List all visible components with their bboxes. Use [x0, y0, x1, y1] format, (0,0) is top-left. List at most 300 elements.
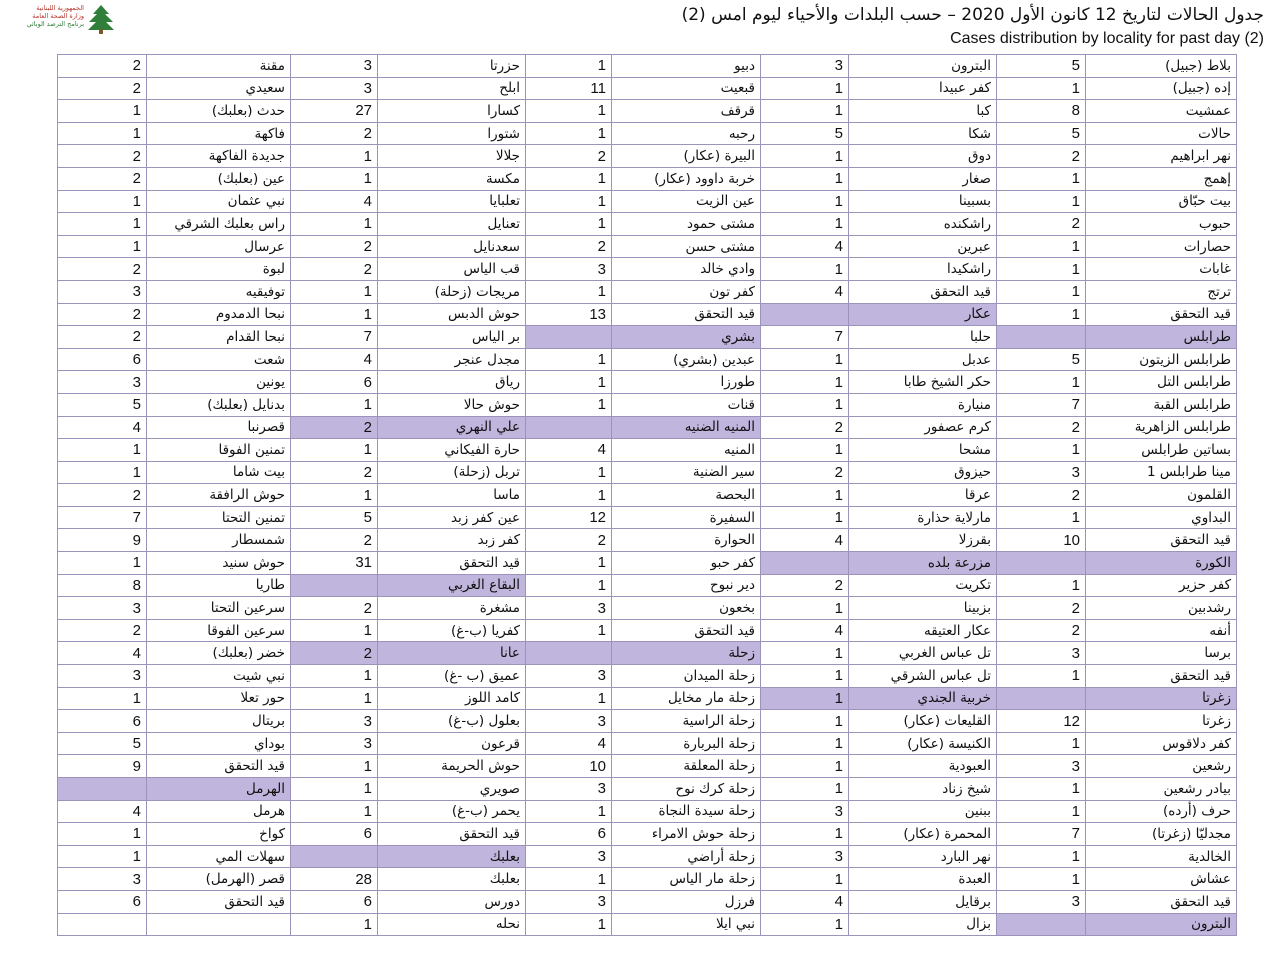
locality-name-cell: نبي ايلا — [612, 913, 761, 936]
locality-name-cell: الكنيسة (عكار) — [849, 732, 997, 755]
cedar-tree-icon — [86, 4, 116, 34]
locality-name-cell: طرابلس القبة — [1086, 393, 1237, 416]
locality-name-cell: ماسا — [378, 484, 526, 507]
case-count-cell: 2 — [526, 145, 612, 168]
locality-name-cell: تل عباس الشرقي — [849, 665, 997, 688]
case-count-cell: 7 — [761, 326, 849, 349]
case-count-cell: 5 — [997, 55, 1086, 78]
locality-name-cell: حوش الرافقة — [147, 484, 291, 507]
case-count-cell — [526, 416, 612, 439]
district-header-cell: طرابلس — [1086, 326, 1237, 349]
case-count-cell: 3 — [997, 755, 1086, 778]
table-row — [58, 235, 1237, 258]
case-count-cell: 2 — [291, 597, 378, 620]
case-count-cell: 1 — [997, 732, 1086, 755]
locality-name-cell: مشحا — [849, 439, 997, 462]
case-count-cell: 1 — [291, 619, 378, 642]
case-count-cell: 1 — [291, 280, 378, 303]
locality-name-cell: قيد التحقق — [1086, 303, 1237, 326]
district-header-cell: الكورة — [1086, 552, 1237, 575]
table-row — [58, 506, 1237, 529]
case-count-cell: 1 — [997, 258, 1086, 281]
case-count-cell: 1 — [526, 461, 612, 484]
district-header-cell: بعلبك — [378, 845, 526, 868]
locality-name-cell: سهلات المي — [147, 845, 291, 868]
case-count-cell: 1 — [526, 574, 612, 597]
table-row — [58, 642, 1237, 665]
case-count-cell: 5 — [761, 122, 849, 145]
locality-name-cell: عشاش — [1086, 868, 1237, 891]
locality-name-cell: تربل (زحلة) — [378, 461, 526, 484]
case-count-cell: 4 — [761, 619, 849, 642]
locality-name-cell: قيد التحقق — [1086, 890, 1237, 913]
case-count-cell: 2 — [997, 213, 1086, 236]
case-count-cell: 2 — [58, 145, 147, 168]
case-count-cell: 1 — [761, 439, 849, 462]
locality-name-cell: تمنين التحتا — [147, 506, 291, 529]
locality-name-cell: كامد اللوز — [378, 687, 526, 710]
locality-name-cell: بدنايل (بعلبك) — [147, 393, 291, 416]
case-count-cell: 2 — [997, 619, 1086, 642]
locality-name-cell: قيد التحقق — [147, 755, 291, 778]
locality-name-cell: برسا — [1086, 642, 1237, 665]
case-count-cell: 1 — [761, 348, 849, 371]
table-row — [58, 213, 1237, 236]
case-count-cell: 1 — [997, 439, 1086, 462]
locality-name-cell: عبدين (بشري) — [612, 348, 761, 371]
case-count-cell: 1 — [997, 190, 1086, 213]
case-count-cell: 2 — [58, 77, 147, 100]
case-count-cell: 1 — [761, 710, 849, 733]
locality-name-cell: القلمون — [1086, 484, 1237, 507]
case-count-cell: 3 — [291, 732, 378, 755]
table-row — [58, 280, 1237, 303]
table-row — [58, 416, 1237, 439]
locality-name-cell: طاريا — [147, 574, 291, 597]
case-count-cell: 10 — [526, 755, 612, 778]
table-row — [58, 529, 1237, 552]
table-row — [58, 439, 1237, 462]
locality-name-cell: راشكيدا — [849, 258, 997, 281]
case-count-cell: 1 — [526, 167, 612, 190]
case-count-cell: 1 — [761, 371, 849, 394]
locality-name-cell: قب الياس — [378, 258, 526, 281]
case-count-cell: 3 — [997, 642, 1086, 665]
title-arabic: جدول الحالات لتاريخ 12 كانون الأول 2020 – حسب البلدات والأحياء ليوم امس (2) — [681, 5, 1264, 25]
case-count-cell: 1 — [761, 732, 849, 755]
logo-line-3: برنامج الترصد الوبائي — [26, 20, 84, 28]
locality-name-cell: سرعين التحتا — [147, 597, 291, 620]
locality-name-cell: زحلة البربارة — [612, 732, 761, 755]
case-count-cell: 1 — [761, 145, 849, 168]
case-count-cell: 1 — [291, 755, 378, 778]
locality-name-cell: ترتج — [1086, 280, 1237, 303]
case-count-cell: 4 — [291, 348, 378, 371]
locality-name-cell: عين (بعلبك) — [147, 167, 291, 190]
locality-name-cell: حصارات — [1086, 235, 1237, 258]
case-count-cell: 1 — [997, 235, 1086, 258]
cases-table-wrapper — [57, 54, 1237, 936]
locality-name-cell: البداوي — [1086, 506, 1237, 529]
locality-name-cell: شكا — [849, 122, 997, 145]
table-row — [58, 393, 1237, 416]
case-count-cell: 2 — [761, 574, 849, 597]
case-count-cell: 1 — [526, 552, 612, 575]
locality-name-cell: راشكنده — [849, 213, 997, 236]
case-count-cell — [526, 642, 612, 665]
locality-name-cell: زحلة حوش الامراء — [612, 823, 761, 846]
case-count-cell: 1 — [997, 665, 1086, 688]
case-count-cell: 1 — [761, 913, 849, 936]
locality-name-cell: بساتين طرابلس — [1086, 439, 1237, 462]
case-count-cell: 4 — [58, 416, 147, 439]
locality-name-cell: دوق — [849, 145, 997, 168]
case-count-cell: 1 — [761, 642, 849, 665]
case-count-cell: 1 — [761, 190, 849, 213]
locality-name-cell: كفر زبد — [378, 529, 526, 552]
case-count-cell: 1 — [526, 190, 612, 213]
locality-name-cell: خضر (بعلبك) — [147, 642, 291, 665]
locality-name-cell: كفر عبيدا — [849, 77, 997, 100]
locality-name-cell: زحلة الميدان — [612, 665, 761, 688]
case-count-cell: 1 — [58, 190, 147, 213]
table-row — [58, 890, 1237, 913]
locality-name-cell: حرف (أرده) — [1086, 800, 1237, 823]
district-header-cell: عانا — [378, 642, 526, 665]
locality-name-cell: قيد التحقق — [1086, 665, 1237, 688]
locality-name-cell: حيزوق — [849, 461, 997, 484]
locality-name-cell: ابلح — [378, 77, 526, 100]
case-count-cell: 2 — [58, 167, 147, 190]
case-count-cell: 1 — [58, 439, 147, 462]
district-header-cell: البترون — [1086, 913, 1237, 936]
table-row — [58, 461, 1237, 484]
case-count-cell: 2 — [291, 529, 378, 552]
locality-name-cell: عرقا — [849, 484, 997, 507]
case-count-cell: 1 — [526, 619, 612, 642]
case-count-cell: 2 — [58, 303, 147, 326]
locality-name-cell: كواخ — [147, 823, 291, 846]
case-count-cell: 1 — [761, 665, 849, 688]
case-count-cell: 2 — [526, 529, 612, 552]
table-row — [58, 371, 1237, 394]
district-header-cell: زغرتا — [1086, 687, 1237, 710]
table-row — [58, 732, 1237, 755]
case-count-cell: 4 — [526, 439, 612, 462]
case-count-cell: 4 — [58, 642, 147, 665]
case-count-cell: 1 — [526, 800, 612, 823]
locality-name-cell: البترون — [849, 55, 997, 78]
case-count-cell — [997, 552, 1086, 575]
locality-name-cell: رحبه — [612, 122, 761, 145]
case-count-cell: 1 — [997, 845, 1086, 868]
locality-name-cell: أنفه — [1086, 619, 1237, 642]
case-count-cell: 3 — [526, 778, 612, 801]
case-count-cell: 1 — [291, 439, 378, 462]
locality-name-cell: رشعين — [1086, 755, 1237, 778]
page-header — [0, 0, 1280, 52]
case-count-cell: 4 — [526, 732, 612, 755]
case-count-cell: 3 — [997, 890, 1086, 913]
locality-name-cell: نبي شيت — [147, 665, 291, 688]
case-count-cell: 10 — [997, 529, 1086, 552]
case-count-cell: 1 — [761, 755, 849, 778]
case-count-cell: 1 — [58, 845, 147, 868]
locality-name-cell: زحلة مار الياس — [612, 868, 761, 891]
case-count-cell: 1 — [526, 348, 612, 371]
locality-name-cell: برقايل — [849, 890, 997, 913]
case-count-cell: 1 — [58, 552, 147, 575]
locality-name-cell: جلالا — [378, 145, 526, 168]
case-count-cell: 1 — [997, 574, 1086, 597]
locality-name-cell: قيد التحقق — [849, 280, 997, 303]
locality-name-cell: تعلبايا — [378, 190, 526, 213]
table-row — [58, 326, 1237, 349]
locality-name-cell: كفر حبو — [612, 552, 761, 575]
locality-name-cell: الحوارة — [612, 529, 761, 552]
case-count-cell: 1 — [526, 393, 612, 416]
locality-name-cell: بعلول (ب-غ) — [378, 710, 526, 733]
case-count-cell: 2 — [291, 461, 378, 484]
locality-name-cell: كفر دلاقوس — [1086, 732, 1237, 755]
locality-name-cell: بلاط (جبيل) — [1086, 55, 1237, 78]
case-count-cell: 3 — [291, 710, 378, 733]
locality-name-cell: نبي عثمان — [147, 190, 291, 213]
locality-name-cell: عدبل — [849, 348, 997, 371]
case-count-cell: 27 — [291, 100, 378, 123]
case-count-cell: 2 — [997, 484, 1086, 507]
locality-name-cell: خربة داوود (عكار) — [612, 167, 761, 190]
case-count-cell: 2 — [291, 122, 378, 145]
locality-name-cell: رشدبين — [1086, 597, 1237, 620]
case-count-cell — [761, 303, 849, 326]
locality-name-cell: دبيو — [612, 55, 761, 78]
case-count-cell: 1 — [761, 597, 849, 620]
locality-name-cell: فاكهة — [147, 122, 291, 145]
locality-name-cell: البيرة (عكار) — [612, 145, 761, 168]
locality-name-cell: سرعين الفوقا — [147, 619, 291, 642]
table-row — [58, 574, 1237, 597]
locality-name-cell: البحصة — [612, 484, 761, 507]
locality-name-cell: قنات — [612, 393, 761, 416]
case-count-cell: 3 — [761, 845, 849, 868]
locality-name-cell: مشتى حمود — [612, 213, 761, 236]
locality-name-cell: شيخ زناد — [849, 778, 997, 801]
locality-name-cell: حبوب — [1086, 213, 1237, 236]
locality-name-cell: قصر (الهرمل) — [147, 868, 291, 891]
case-count-cell: 1 — [761, 484, 849, 507]
table-row — [58, 190, 1237, 213]
case-count-cell: 1 — [997, 800, 1086, 823]
case-count-cell: 2 — [58, 619, 147, 642]
table-row — [58, 755, 1237, 778]
locality-name-cell: وادي خالد — [612, 258, 761, 281]
table-row — [58, 55, 1237, 78]
locality-name-cell: زحلة سيدة النجاة — [612, 800, 761, 823]
case-count-cell: 1 — [58, 235, 147, 258]
case-count-cell: 3 — [58, 868, 147, 891]
case-count-cell: 1 — [526, 213, 612, 236]
district-header-cell: البقاع الغربي — [378, 574, 526, 597]
locality-name-cell: طرابلس الزاهرية — [1086, 416, 1237, 439]
table-row — [58, 167, 1237, 190]
locality-name-cell: نهر ابراهيم — [1086, 145, 1237, 168]
case-count-cell: 12 — [526, 506, 612, 529]
locality-name-cell: بعلبك — [378, 868, 526, 891]
locality-name-cell: المنيه — [612, 439, 761, 462]
case-count-cell: 6 — [58, 710, 147, 733]
case-count-cell: 7 — [997, 393, 1086, 416]
case-count-cell — [997, 687, 1086, 710]
locality-name-cell: عين الزيت — [612, 190, 761, 213]
locality-name-cell: زحلة مار مخايل — [612, 687, 761, 710]
locality-name-cell: بزبينا — [849, 597, 997, 620]
case-count-cell: 1 — [761, 868, 849, 891]
table-row — [58, 619, 1237, 642]
case-count-cell: 1 — [291, 687, 378, 710]
locality-name-cell: هرمل — [147, 800, 291, 823]
case-count-cell: 3 — [526, 665, 612, 688]
locality-name-cell: العبدة — [849, 868, 997, 891]
case-count-cell: 6 — [291, 371, 378, 394]
locality-name-cell: حور تعلا — [147, 687, 291, 710]
case-count-cell: 1 — [761, 393, 849, 416]
case-count-cell: 5 — [58, 393, 147, 416]
locality-name-cell: سعيدي — [147, 77, 291, 100]
locality-name-cell: حارة الفيكاني — [378, 439, 526, 462]
case-count-cell: 4 — [291, 190, 378, 213]
locality-name-cell: نبحا القدام — [147, 326, 291, 349]
case-count-cell: 1 — [526, 55, 612, 78]
case-count-cell: 4 — [761, 529, 849, 552]
locality-name-cell: صغار — [849, 167, 997, 190]
logo-line-2: وزارة الصحة العامة — [32, 12, 84, 20]
case-count-cell: 3 — [58, 371, 147, 394]
locality-name-cell: عين كفر زبد — [378, 506, 526, 529]
case-count-cell: 31 — [291, 552, 378, 575]
case-count-cell — [58, 913, 147, 936]
locality-name-cell: مجدل عنجر — [378, 348, 526, 371]
locality-name-cell: حدث (بعلبك) — [147, 100, 291, 123]
case-count-cell: 2 — [291, 416, 378, 439]
locality-name-cell: كفر حزير — [1086, 574, 1237, 597]
case-count-cell: 1 — [997, 167, 1086, 190]
case-count-cell: 8 — [58, 574, 147, 597]
case-count-cell — [291, 574, 378, 597]
locality-name-cell: مريجات (زحلة) — [378, 280, 526, 303]
locality-name-cell: قبعيت — [612, 77, 761, 100]
case-count-cell — [761, 552, 849, 575]
case-count-cell: 2 — [58, 326, 147, 349]
locality-name-cell: لبوة — [147, 258, 291, 281]
locality-name-cell: تل عباس الغربي — [849, 642, 997, 665]
locality-name-cell: فرزل — [612, 890, 761, 913]
case-count-cell: 7 — [291, 326, 378, 349]
case-count-cell: 9 — [58, 529, 147, 552]
case-count-cell: 6 — [291, 890, 378, 913]
case-count-cell: 1 — [291, 393, 378, 416]
locality-name-cell: مينا طرابلس 1 — [1086, 461, 1237, 484]
locality-name-cell: زحلة المعلقة — [612, 755, 761, 778]
locality-name-cell: نبحا الدمدوم — [147, 303, 291, 326]
locality-name-cell: راس بعلبك الشرقي — [147, 213, 291, 236]
case-count-cell — [291, 845, 378, 868]
locality-name-cell: دورس — [378, 890, 526, 913]
locality-name-cell: المحمرة (عكار) — [849, 823, 997, 846]
case-count-cell: 1 — [997, 77, 1086, 100]
case-count-cell: 1 — [291, 303, 378, 326]
locality-name-cell: مشغرة — [378, 597, 526, 620]
locality-name-cell: مكسة — [378, 167, 526, 190]
locality-name-cell: بيادر رشعين — [1086, 778, 1237, 801]
case-count-cell: 1 — [997, 506, 1086, 529]
locality-name-cell: إده (جبيل) — [1086, 77, 1237, 100]
district-header-cell: الهرمل — [147, 778, 291, 801]
table-row — [58, 845, 1237, 868]
case-count-cell: 12 — [997, 710, 1086, 733]
case-count-cell: 1 — [997, 778, 1086, 801]
district-header-cell: خربية الجندي — [849, 687, 997, 710]
locality-name-cell: قصرنبا — [147, 416, 291, 439]
district-header-cell: مزرعة بلده — [849, 552, 997, 575]
case-count-cell: 9 — [58, 755, 147, 778]
locality-name-cell: طرابلس الزيتون — [1086, 348, 1237, 371]
locality-name-cell: عمشيت — [1086, 100, 1237, 123]
table-row — [58, 484, 1237, 507]
case-count-cell: 4 — [761, 890, 849, 913]
case-count-cell: 2 — [526, 235, 612, 258]
table-row — [58, 552, 1237, 575]
locality-name-cell: قرعون — [378, 732, 526, 755]
locality-name-cell: ببنين — [849, 800, 997, 823]
case-count-cell: 2 — [58, 55, 147, 78]
locality-name-cell: حوش حالا — [378, 393, 526, 416]
locality-name-cell: منيارة — [849, 393, 997, 416]
case-count-cell: 1 — [526, 100, 612, 123]
table-row — [58, 303, 1237, 326]
table-row — [58, 800, 1237, 823]
case-count-cell: 1 — [58, 687, 147, 710]
table-row — [58, 687, 1237, 710]
case-count-cell: 1 — [58, 122, 147, 145]
locality-name-cell: توفيقيه — [147, 280, 291, 303]
case-count-cell: 1 — [291, 145, 378, 168]
locality-name-cell: تكريت — [849, 574, 997, 597]
case-count-cell: 5 — [291, 506, 378, 529]
case-count-cell: 1 — [291, 167, 378, 190]
locality-name-cell: قرقف — [612, 100, 761, 123]
locality-name-cell: كفر تون — [612, 280, 761, 303]
locality-name-cell: حالات — [1086, 122, 1237, 145]
case-count-cell: 3 — [58, 280, 147, 303]
locality-name-cell: مارلاية حذارة — [849, 506, 997, 529]
cases-table-body — [58, 55, 1237, 936]
case-count-cell: 2 — [997, 416, 1086, 439]
locality-name-cell: السفيرة — [612, 506, 761, 529]
case-count-cell: 3 — [58, 665, 147, 688]
locality-name-cell: زغرتا — [1086, 710, 1237, 733]
logo-line-1: الجمهورية اللبنانية — [36, 4, 84, 12]
case-count-cell: 3 — [291, 55, 378, 78]
case-count-cell: 4 — [58, 800, 147, 823]
table-row — [58, 823, 1237, 846]
case-count-cell: 1 — [526, 484, 612, 507]
case-count-cell: 5 — [58, 732, 147, 755]
locality-name-cell: طورزا — [612, 371, 761, 394]
ministry-logo — [8, 4, 116, 38]
locality-name-cell: قيد التحقق — [378, 823, 526, 846]
locality-name-cell: كبا — [849, 100, 997, 123]
